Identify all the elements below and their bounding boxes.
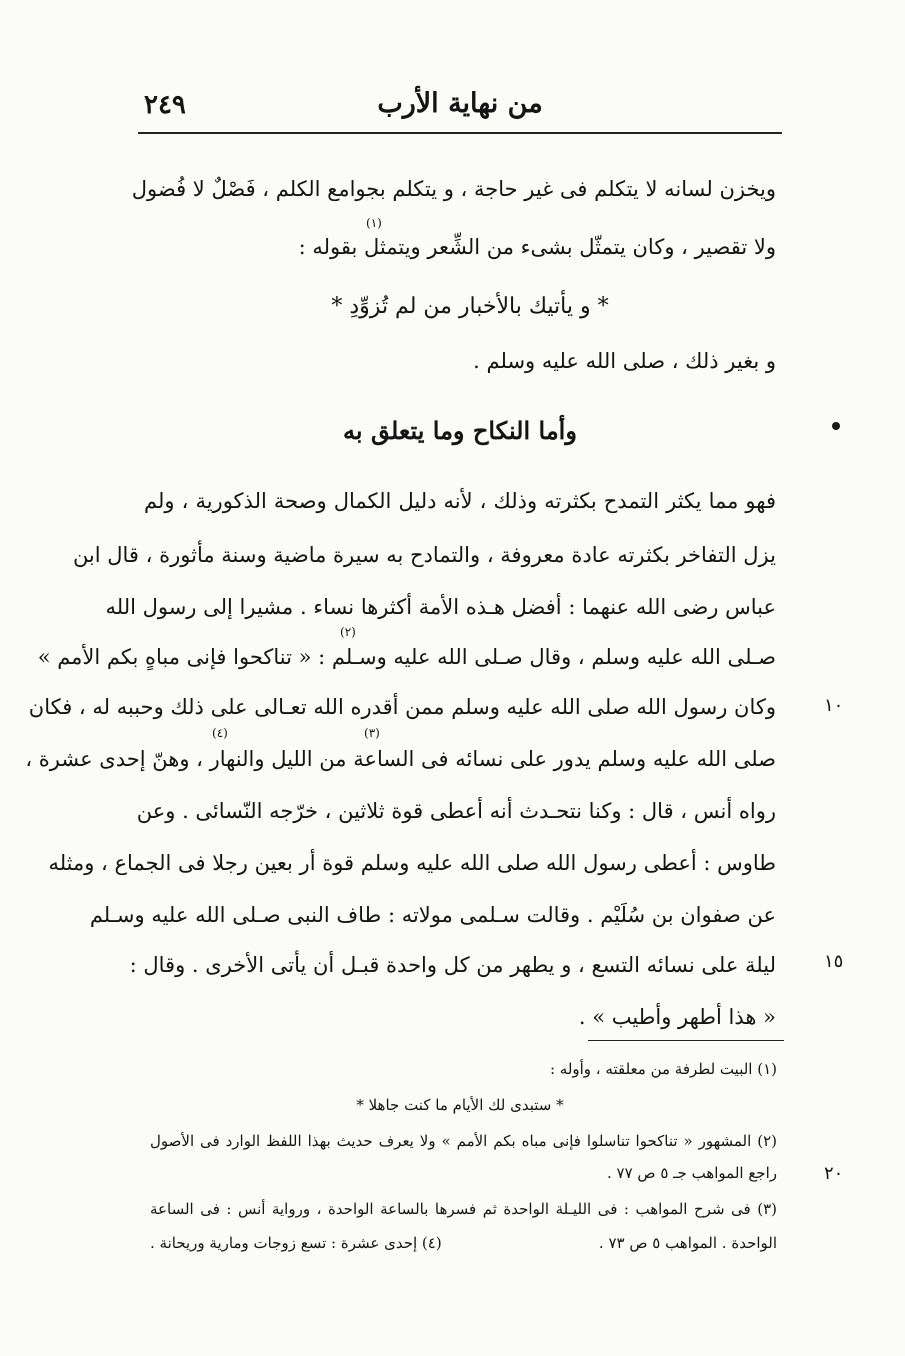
footnote-marker-3: (٣) [364, 726, 380, 740]
footnote-3-line-2: الواحدة . المواهب ٥ ص ٧٣ . [598, 1234, 777, 1252]
section-line-6: صلى الله عليه وسلم يدور على نسائه فى الساعة من الليل والنهار ، وهنّ إحدى عشرة ، [25, 747, 776, 771]
footnote-marker-1: (١) [366, 216, 382, 230]
footnote-2-line-2: راجع المواهب جـ ٥ ص ٧٧ . [606, 1164, 777, 1182]
footnote-1-line-1: (١) البيت لطرفة من معلقته ، وأوله : [549, 1060, 777, 1078]
section-line-2: يزل التفاخر بكثرته عادة معروفة ، والتمادح به سيرة ماضية وسنة مأثورة ، قال ابن [72, 543, 776, 567]
header-rule [138, 132, 782, 134]
running-title: من نهاية الأرب [377, 88, 543, 119]
footnote-2-line-1: (٢) المشهور « تناكحوا تناسلوا فإنى مباه بكم الأمم » ولا يعرف حديث بهذا اللفظ الوارد فى الأصول [150, 1132, 777, 1150]
section-heading: وأما النكاح وما يتعلق به [343, 416, 577, 445]
page-number: ٢٤٩ [144, 90, 186, 120]
footnote-marker-2: (٢) [340, 625, 356, 639]
page-header [140, 84, 780, 134]
section-line-9: عن صفوان بن سُلَيْم . وقالت سـلمى مولاته : طاف النبى صـلى الله عليه وسـلم [89, 903, 776, 927]
section-line-10: ليلة على نسائه التسع ، و يطهر من كل واحدة قبـل أن يأتى الأخرى . وقال : [129, 953, 776, 977]
section-line-5: وكان رسول الله صلى الله عليه وسلم ممن أقدره الله تعـالى على ذلك وحببه له ، فكان [28, 695, 776, 719]
verse-line: * و يأتيك بالأخبار من لم تُزوِّدِ * [331, 294, 609, 319]
footnote-1-verse: * ستبدى لك الأيام ما كنت جاهلا * [356, 1096, 564, 1114]
section-line-3: عباس رضى الله عنهما : أفضل هـذه الأمة أكثرها نساء . مشيرا إلى رسول الله [105, 595, 776, 619]
footnote-4: (٤) إحدى عشرة : تسع زوجات ومارية وريحانة . [150, 1234, 442, 1252]
section-line-4: صـلى الله عليه وسلم ، وقال صـلى الله عليه وسـلم : « تناكحوا فإنى مباهٍ بكم الأمم » [37, 645, 776, 669]
margin-line-number-15: ١٥ [824, 951, 844, 972]
section-line-8: طاوس : أعطى رسول الله صلى الله عليه وسلم قوة أر بعين رجلا فى الجماع ، ومثله [48, 851, 776, 875]
footnote-rule [588, 1040, 784, 1041]
margin-dot [832, 422, 840, 430]
section-line-7: رواه أنس ، قال : وكنا نتحـدث أنه أعطى قوة ثلاثين ، خرّجه النّسائى . وعن [136, 799, 776, 823]
footnote-3-line-1: (٣) فى شرح المواهب : فى الليـلة الواحدة ثم فسرها بالساعة الواحدة ، ورواية أنس : فى الساعة [150, 1200, 777, 1218]
section-line-1: فهو مما يكثر التمدح بكثرته وذلك ، لأنه دليل الكمال وصحة الذكورية ، ولم [144, 489, 776, 513]
margin-line-number-10: ١٠ [824, 695, 844, 716]
margin-line-number-20: ٢٠ [824, 1163, 844, 1184]
body-line-3: و بغير ذلك ، صلى الله عليه وسلم . [473, 349, 776, 373]
section-line-11: « هذا أطهر وأطيب » . [578, 1005, 776, 1029]
body-line-2: ولا تقصير ، وكان يتمثّل بشىء من الشِّعر ويتمثل بقوله : [298, 235, 776, 259]
body-line-1: ويخزن لسانه لا يتكلم فى غير حاجة ، و يتكلم بجوامع الكلم ، فَصْلٌ لا فُضول [131, 177, 776, 201]
footnote-marker-4: (٤) [212, 726, 228, 740]
